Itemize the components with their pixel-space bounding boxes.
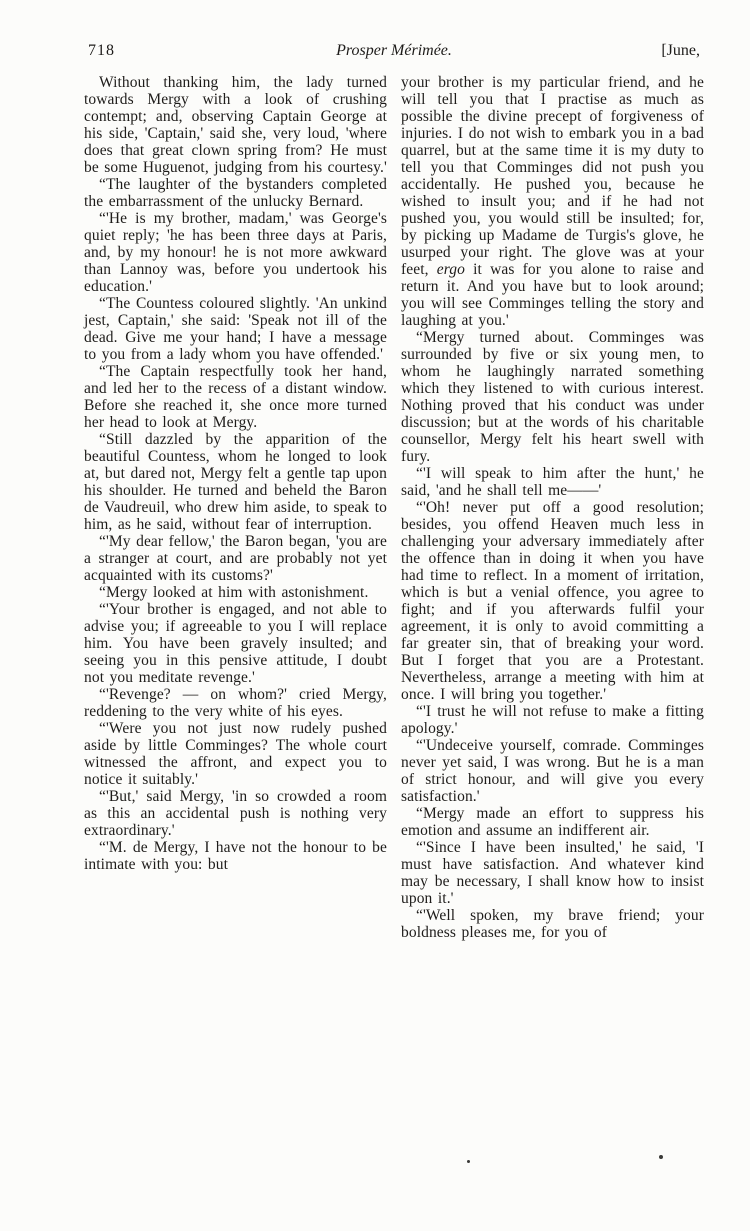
paragraph: “'Since I have been insulted,' he said, 'I must have satisfaction. And whatever kind may be necessary, I shall know how to insist upon it.' — [401, 839, 704, 907]
column-left — [84, 74, 387, 941]
paragraph: “'I will speak to him after the hunt,' he said, 'and he shall tell me——' — [401, 465, 704, 499]
paragraph: “'I trust he will not refuse to make a fitting apology.' — [401, 703, 704, 737]
paragraph: “Mergy looked at him with astonishment. — [99, 584, 369, 601]
paragraph: “'He is my brother, madam,' was George's quiet reply; 'he has been three days at Paris, and, by my honour! he is not more awkward than Lannoy was, before you undertook his education.' — [84, 210, 387, 295]
issue-marker: [June, — [661, 42, 700, 59]
paragraph: “'My dear fellow,' the Baron began, 'you are a stranger at court, and are probably not yet acquainted with its customs?' — [84, 533, 387, 584]
paragraph: “Mergy made an effort to suppress his emotion and assume an indifferent air. — [401, 805, 704, 839]
paragraph: “'Well spoken, my brave friend; your boldness pleases me, for you of — [401, 907, 704, 941]
paragraph: “The laughter of the bystanders completed the embarrassment of the unlucky Bernard. — [84, 176, 387, 210]
paragraph: Without thanking him, the lady turned towards Mergy with a look of crushing contempt; and, observing Captain George at his side, 'Captain,' said she, very loud, 'where does that great clown spring from? He must be some Huguenot, judging from his courtesy.' — [84, 74, 387, 176]
paragraph: “The Countess coloured slightly. 'An unkind jest, Captain,' she said: 'Speak not ill of the dead. Give me your hand; I have a message to you from a lady whom you have offended.' — [84, 295, 387, 363]
page-number: 718 — [88, 42, 115, 59]
ink-speck — [659, 1155, 663, 1159]
paragraph: “'But,' said Mergy, 'in so crowded a room as this an accidental push is nothing very extraordinary.' — [84, 788, 387, 839]
paragraph: “Mergy turned about. Comminges was surrounded by five or six young men, to whom he laughingly narrated something which they listened to with curious interest. Nothing proved that his conduct was under discussion; but at the words of his charitable counsellor, Mergy felt his heart swell with fury. — [401, 329, 704, 465]
paragraph: “'M. de Mergy, I have not the honour to be intimate with you: but — [84, 839, 387, 873]
text-columns — [84, 74, 704, 941]
paragraph: “'Undeceive yourself, comrade. Comminges never yet said, I was wrong. But he is a man of strict honour, and will give you every satisfaction.' — [401, 737, 704, 805]
ink-speck — [467, 1160, 470, 1163]
paragraph: “Still dazzled by the apparition of the beautiful Countess, whom he longed to look at, but dared not, Mergy felt a gentle tap upon his shoulder. He turned and beheld the Baron de Vaudreuil, who drew him aside, to speak to him, as he said, without fear of interruption. — [84, 431, 387, 533]
paragraph: your brother is my particular friend, and he will tell you that I practise as much as possible the divine precept of forgiveness of injuries. I do not wish to embark you in a bad quarrel, but at the same time it is my duty to tell you that Comminges did not push you accidentally. He pushed you, because he wished to insult you; and if he had not pushed you, you would still be insulted; for, by picking up Madame de Turgis's glove, he usurped your right. The glove was at your feet, ergo it was for you alone to raise and return it. And you have but to look around; you will see Comminges telling the story and laughing at you.' — [401, 74, 705, 329]
paragraph: “'Were you not just now rudely pushed aside by little Comminges? The whole court witnessed the affront, and expect you to notice it suitably.' — [84, 720, 387, 788]
running-title: Prosper Mérimée. — [336, 42, 452, 59]
column-right — [401, 74, 704, 941]
paragraph: “'Oh! never put off a good resolution; besides, you offend Heaven much less in challenging your adversary immediately after the offence than in doing it when you have had time to reflect. In a moment of irritation, which is but a venial offence, you agree to fight; and if you afterwards fulfil your agreement, it is only to avoid committing a far greater sin, that of breaking your word. But I forget that you are a Protestant. Nevertheless, arrange a meeting with him at once. I will bring you together.' — [401, 499, 704, 703]
page-header — [84, 42, 704, 64]
paragraph: “'Your brother is engaged, and not able to advise you; if agreeable to you I will replace him. You have been gravely insulted; and seeing you in this pensive attitude, I doubt not you meditate revenge.' — [84, 601, 387, 686]
page — [84, 42, 704, 941]
paragraph: “The Captain respectfully took her hand, and led her to the recess of a distant window. Before she reached it, she once more turned her head to look at Mergy. — [84, 363, 387, 431]
paragraph: “'Revenge? — on whom?' cried Mergy, reddening to the very white of his eyes. — [84, 686, 387, 720]
